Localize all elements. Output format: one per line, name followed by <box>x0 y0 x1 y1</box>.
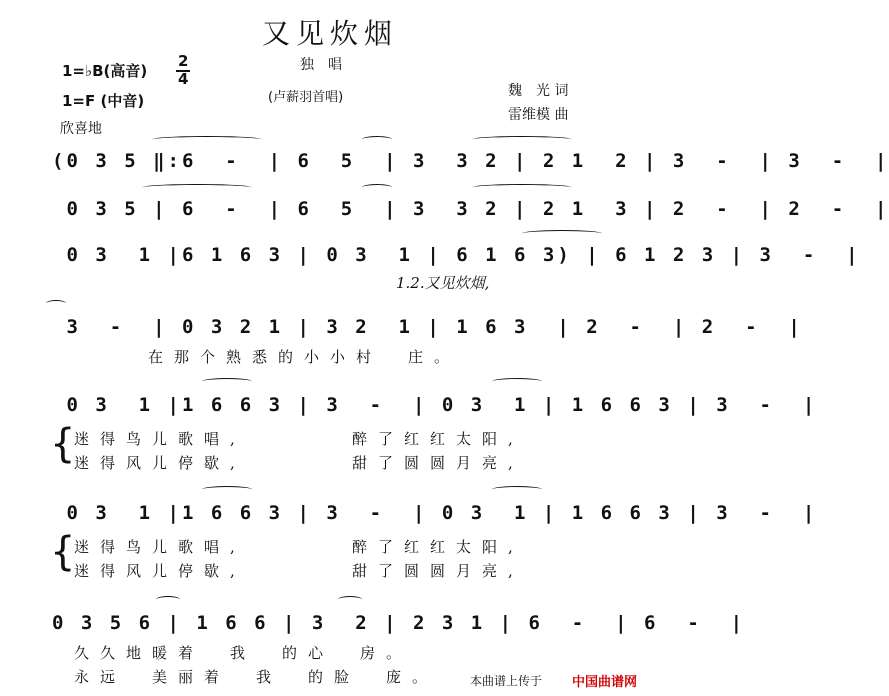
lyric-line: 迷得鸟儿歌唱, <box>74 538 246 556</box>
lyric-line: 甜了圆圆月亮, <box>352 562 524 580</box>
staff-notes: 3 - | 0 3 2 1 | 3 2 1 | 1 6 3 | 2 - | 2 - | <box>52 316 803 338</box>
lyric-line: 醉了红红太阳, <box>352 538 524 556</box>
lyricist-credit: 魏 光 词 <box>508 83 569 99</box>
performance-type: 独 唱 <box>300 57 342 73</box>
verse-brace: { <box>50 421 76 467</box>
key-signature-mid: 1=F (中音) <box>62 92 145 110</box>
lyric-line: 久久地暖着 我 的心 房。 <box>74 644 413 662</box>
singer-credit: (卢薪羽首唱) <box>268 90 344 105</box>
tempo-marking: 欣喜地 <box>60 121 102 137</box>
verse-marker: 1.2.又见炊烟, <box>396 274 490 292</box>
composer-credit: 雷维模 曲 <box>508 107 569 123</box>
verse-brace: { <box>50 529 76 575</box>
lyric-line: 甜了圆圆月亮, <box>352 454 524 472</box>
lyric-line: 在那个熟悉的小小村 庄。 <box>148 348 461 366</box>
site-logo: 中国曲谱网 <box>572 675 638 690</box>
key-signature-high: 1=♭B(高音) <box>62 62 148 80</box>
lyric-line: 醉了红红太阳, <box>352 430 524 448</box>
time-signature-bottom: 4 <box>178 70 189 88</box>
tie-slur <box>492 486 542 493</box>
lyric-line: 永远 美丽着 我 的脸 庞。 <box>74 668 439 686</box>
tie-slur <box>492 378 542 385</box>
staff-notes: 0 3 1 |1 6 6 3 | 3 - | 0 3 1 | 1 6 6 3 | 3 - | <box>52 502 818 524</box>
song-title: 又见炊烟 <box>261 17 398 50</box>
tie-slur <box>156 596 180 603</box>
tie-slur <box>338 596 362 603</box>
tie-slur <box>522 230 602 237</box>
lyric-line: 迷得风儿停歇, <box>74 562 246 580</box>
staff-notes: 0 3 5 6 | 1 6 6 | 3 2 | 2 3 1 | 6 - | 6 - | <box>52 612 746 634</box>
upload-note: 本曲谱上传于 <box>470 674 543 688</box>
staff-notes: 0 3 1 |6 1 6 3 | 0 3 1 | 6 1 6 3) | 6 1 2 3 | 3 - | <box>52 244 861 266</box>
tie-slur <box>142 184 252 191</box>
tie-slur <box>202 486 252 493</box>
staff-notes: (0 3 5 ‖:6 - | 6 5 | 3 3 2 | 2 1 2 | 3 - | 3 - | <box>52 150 889 172</box>
lyric-line: 迷得鸟儿歌唱, <box>74 430 246 448</box>
staff-notes: 0 3 5 | 6 - | 6 5 | 3 3 2 | 2 1 3 | 2 - | 2 - | <box>52 198 889 220</box>
tie-slur <box>472 136 572 143</box>
tie-slur <box>472 184 572 191</box>
tie-slur <box>202 378 252 385</box>
lyric-line: 迷得风儿停歇, <box>74 454 246 472</box>
tie-slur <box>362 184 392 191</box>
staff-notes: 0 3 1 |1 6 6 3 | 3 - | 0 3 1 | 1 6 6 3 | 3 - | <box>52 394 818 416</box>
time-signature-top: 2 <box>178 52 189 70</box>
tie-slur <box>46 300 66 307</box>
tie-slur <box>362 136 392 143</box>
tie-slur <box>152 136 262 143</box>
